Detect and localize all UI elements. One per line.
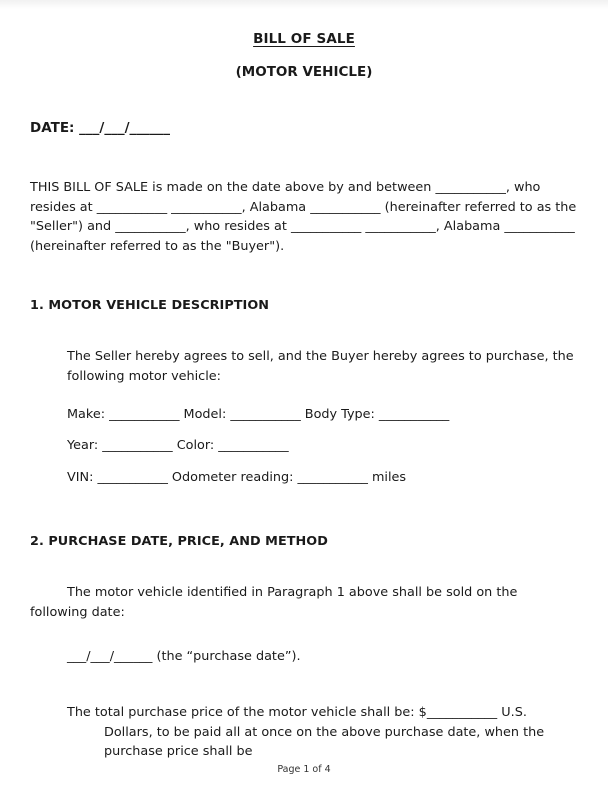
vehicle-field-make-model-bodytype: Make: ___________ Model: ___________ Body Type: ___________: [67, 406, 450, 422]
purchase-price-paragraph: The total purchase price of the motor vehicle shall be: $___________ U.S. Dollars, to be paid all at once on the above purchase date, when the purchase price shall be: [67, 705, 545, 760]
vehicle-field-vin-odometer: VIN: ___________ Odometer reading: ___________ miles: [67, 469, 407, 485]
section-1-intro-paragraph: The Seller hereby agrees to sell, and the Buyer hereby agrees to purchase, the following motor vehicle:: [67, 349, 574, 384]
date-field-label: DATE: ___/___/______: [30, 120, 170, 136]
section-heading-purchase-date-price-method: 2. PURCHASE DATE, PRICE, AND METHOD: [30, 534, 328, 550]
purchase-date-fill-line: ___/___/______ (the “purchase date”).: [67, 648, 301, 664]
section-heading-motor-vehicle-description: 1. MOTOR VEHICLE DESCRIPTION: [30, 298, 270, 314]
intro-paragraph: THIS BILL OF SALE is made on the date above by and between ___________, who resides at ___________ ___________, Alabama ___________ (hereinafter referred to as the "Seller") and ___________, who resides at ___________ ___________, Alabama ___________ (hereinafter referred to as the "Buyer").: [30, 180, 577, 254]
page-footer: Page 1 of 4: [277, 764, 331, 775]
page-title: [30, 0, 578, 47]
vehicle-field-year-color: Year: ___________ Color: ___________: [67, 438, 289, 454]
page-subtitle: (MOTOR VEHICLE): [235, 64, 373, 80]
section-1-body: [30, 313, 578, 487]
page-title-text: BILL OF SALE: [253, 31, 355, 47]
purchase-date-paragraph: The motor vehicle identified in Paragraph 1 above shall be sold on the following date:: [30, 585, 518, 620]
